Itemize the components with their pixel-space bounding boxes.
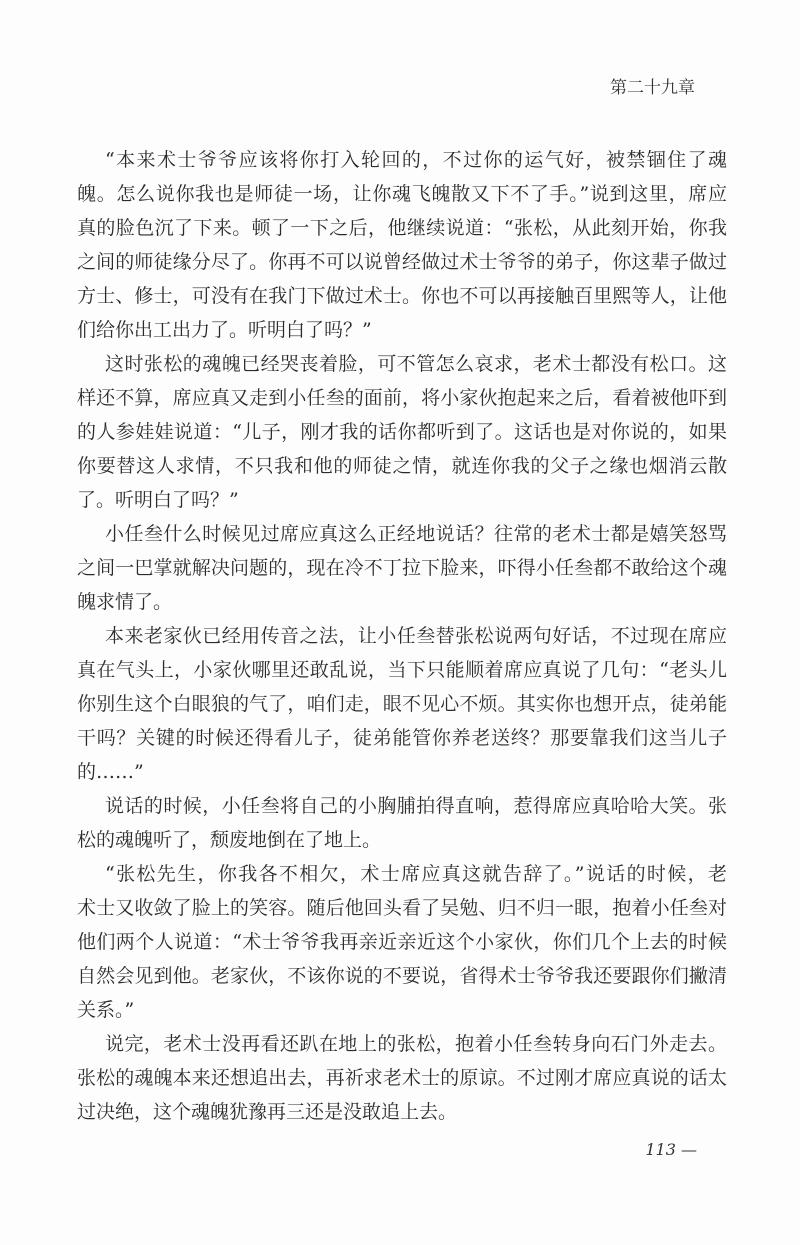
text-line: 你别生这个白眼狼的气了，咱们走，眼不见心不烦。其实你也想开点，徒弟能 (77, 693, 727, 715)
text-line: 样还不算，席应真又走到小任叁的面前，将小家伙抱起来之后，看着被他吓到 (77, 387, 727, 409)
paragraph (77, 143, 727, 347)
text-line: “张松先生，你我各不相欠，术士席应真这就告辞了。”说话的时候，老 (105, 863, 727, 885)
text-line: 之间一巴掌就解决问题的，现在冷不丁拉下脸来，吓得小任叁都不敢给这个魂 (77, 557, 727, 579)
text-line: 了。听明白了吗？” (77, 489, 239, 511)
text-line: 的人参娃娃说道：“儿子，刚才我的话你都听到了。这话也是对你说的，如果 (77, 421, 727, 443)
text-line: 魄。怎么说你我也是师徒一场，让你魂飞魄散又下不了手。”说到这里，席应 (77, 183, 727, 205)
text-line: 自然会见到他。老家伙，不该你说的不要说，省得术士爷爷我还要跟你们撇清 (77, 965, 727, 987)
text-line: 干吗？关键的时候还得看儿子，徒弟能管你养老送终？那要靠我们这当儿子 (77, 727, 727, 749)
text-line: 他们两个人说道：“术士爷爷我再亲近亲近这个小家伙，你们几个上去的时候 (77, 931, 727, 953)
paragraph (77, 347, 727, 517)
text-line: 方士、修士，可没有在我门下做过术士。你也不可以再接触百里熙等人，让他 (77, 285, 727, 307)
text-line: 术士又收敛了脸上的笑容。随后他回头看了吴勉、归不归一眼，抱着小任叁对 (77, 897, 727, 919)
body-text (77, 143, 727, 1129)
text-line: 之间的师徒缘分尽了。你再不可以说曾经做过术士爷爷的弟子，你这辈子做过 (77, 251, 727, 273)
text-line: 说完，老术士没再看还趴在地上的张松，抱着小任叁转身向石门外走去。 (105, 1033, 727, 1055)
paragraph (77, 857, 727, 1027)
text-line: 松的魂魄听了，颓废地倒在了地上。 (77, 829, 382, 851)
text-line: 说话的时候，小任叁将自己的小胸脯拍得直响，惹得席应真哈哈大笑。张 (105, 795, 727, 817)
paragraph (77, 1027, 727, 1129)
text-line: 本来老家伙已经用传音之法，让小任叁替张松说两句好话，不过现在席应 (105, 625, 727, 647)
text-line: 们给你出工出力了。听明白了吗？” (77, 319, 372, 341)
text-line: 过决绝，这个魂魄犹豫再三还是没敢追上去。 (77, 1101, 458, 1123)
text-line: 这时张松的魂魄已经哭丧着脸，可不管怎么哀求，老术士都没有松口。这 (105, 353, 727, 375)
text-line: 的……” (77, 761, 144, 783)
paragraph (77, 517, 727, 619)
text-line: 张松的魂魄本来还想追出去，再祈求老术士的原谅。不过刚才席应真说的话太 (77, 1067, 727, 1089)
paragraph (77, 789, 727, 857)
text-line: 小任叁什么时候见过席应真这么正经地说话？往常的老术士都是嬉笑怒骂 (105, 523, 727, 545)
text-line: 你要替这人求情，不只我和他的师徒之情，就连你我的父子之缘也烟消云散 (77, 455, 727, 477)
paragraph (77, 619, 727, 789)
page-number: 113 — (645, 1140, 697, 1159)
text-line: 关系。” (77, 999, 135, 1021)
text-line: 真在气头上，小家伙哪里还敢乱说，当下只能顺着席应真说了几句：“老头儿 (77, 659, 727, 681)
chapter-running-head: 第二十九章 (610, 78, 695, 98)
text-line: 魄求情了。 (77, 591, 173, 613)
text-line: 真的脸色沉了下来。顿了一下之后，他继续说道：“张松，从此刻开始，你我 (77, 217, 727, 239)
text-line: “本来术士爷爷应该将你打入轮回的，不过你的运气好，被禁锢住了魂 (105, 149, 727, 171)
